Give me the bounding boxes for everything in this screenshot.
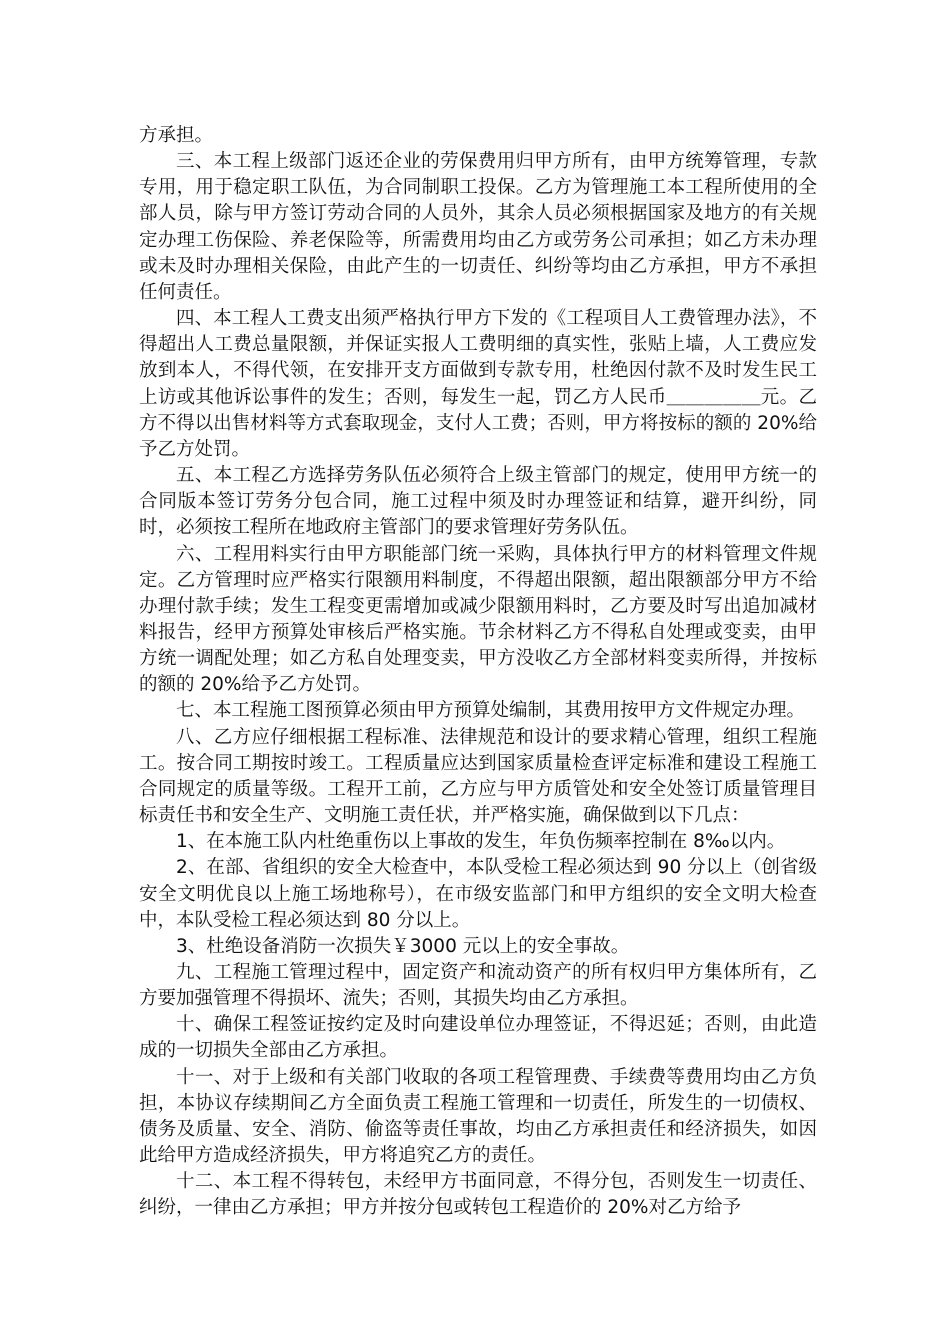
clause-6: 六、工程用料实行由甲方职能部门统一采购，具体执行甲方的材料管理文件规定。乙方管理时应严格实行限额用料制度，不得超出限额，超出限额部分甲方不给办理付款手续；发生工程变更需增加或减少限额用料时，乙方要及时写出追加减材料报告，经甲方预算处审核后严格实施。节余材料乙方不得私自处理或变卖，由甲方统一调配处理；如乙方私自处理变卖，甲方没收乙方全部材料变卖所得，并按标的额的 20%给予乙方处罚。 [139,543,817,696]
clause-8-item-1: 1、在本施工队内杜绝重伤以上事故的发生，年负伤频率控制在 8‰以内。 [176,831,786,853]
clause-12: 十二、本工程不得转包，未经甲方书面同意，不得分包，否则发生一切责任、纠纷，一律由乙方承担；甲方并按分包或转包工程造价的 20%对乙方给予 [139,1171,817,1219]
clause-5: 五、本工程乙方选择劳务队伍必须符合上级主管部门的规定，使用甲方统一的合同版本签订劳务分包合同，施工过程中须及时办理签证和结算，避开纠纷，同时，必须按工程所在地政府主管部门的要求管理好劳务队伍。 [139,465,817,539]
clause-3: 三、本工程上级部门返还企业的劳保费用归甲方所有，由甲方统筹管理，专款专用，用于稳定职工队伍，为合同制职工投保。乙方为管理施工本工程所使用的全部人员，除与甲方签订劳动合同的人员外，其余人员必须根据国家及地方的有关规定办理工伤保险、养老保险等，所需费用均由乙方或劳务公司承担；如乙方未办理或未及时办理相关保险，由此产生的一切责任、纠纷等均由乙方承担，甲方不承担任何责任。 [139,151,817,303]
clause-11: 十一、对于上级和有关部门收取的各项工程管理费、手续费等费用均由乙方负担，本协议存续期间乙方全面负责工程施工管理和一切责任，所发生的一切债权、债务及质量、安全、消防、偷盗等责任事故，均由乙方承担责任和经济损失，如因此给甲方造成经济损失，甲方将追究乙方的责任。 [139,1066,817,1167]
clause-8-item-3: 3、杜绝设备消防一次损失￥3000 元以上的安全事故。 [176,935,630,957]
clause-9: 九、工程施工管理过程中，固定资产和流动资产的所有权归甲方集体所有，乙方要加强管理不得损坏、流失；否则，其损失均由乙方承担。 [139,962,817,1010]
paragraph-continuation: 方承担。 [139,125,214,146]
clause-10: 十、确保工程签证按约定及时向建设单位办理签证，不得迟延；否则，由此造成的一切损失全部由乙方承担。 [139,1014,817,1062]
clause-4: 四、本工程人工费支出须严格执行甲方下发的《工程项目人工费管理办法》，不得超出人工费总量限额，并保证实报人工费明细的真实性，张贴上墙，人工费应发放到本人，不得代领，在安排开支方面做到专款专用，杜绝因付款不及时发生民工上访或其他诉讼事件的发生；否则，每发生一起，罚乙方人民币＿＿＿＿＿元。乙方不得以出售材料等方式套取现金，支付人工费；否则，甲方将按标的额的 20%给予乙方处罚。 [139,308,817,460]
clause-8-item-2: 2、在部、省组织的安全大检查中，本队受检工程必须达到 90 分以上（创省级安全文明优良以上施工场地称号），在市级安监部门和甲方组织的安全文明大检查中，本队受检工程必须达到 80 分以上。 [139,857,817,931]
document-body [139,123,817,1222]
clause-8: 八、乙方应仔细根据工程标准、法律规范和设计的要求精心管理，组织工程施工。按合同工期按时竣工。工程质量应达到国家质量检查评定标准和建设工程施工合同规定的质量等级。工程开工前，乙方应与甲方质管处和安全处签订质量管理目标责任书和安全生产、文明施工责任状，并严格实施，确保做到以下几点： [139,726,817,827]
clause-7: 七、本工程施工图预算必须由甲方预算处编制，其费用按甲方文件规定办理。 [176,700,806,722]
